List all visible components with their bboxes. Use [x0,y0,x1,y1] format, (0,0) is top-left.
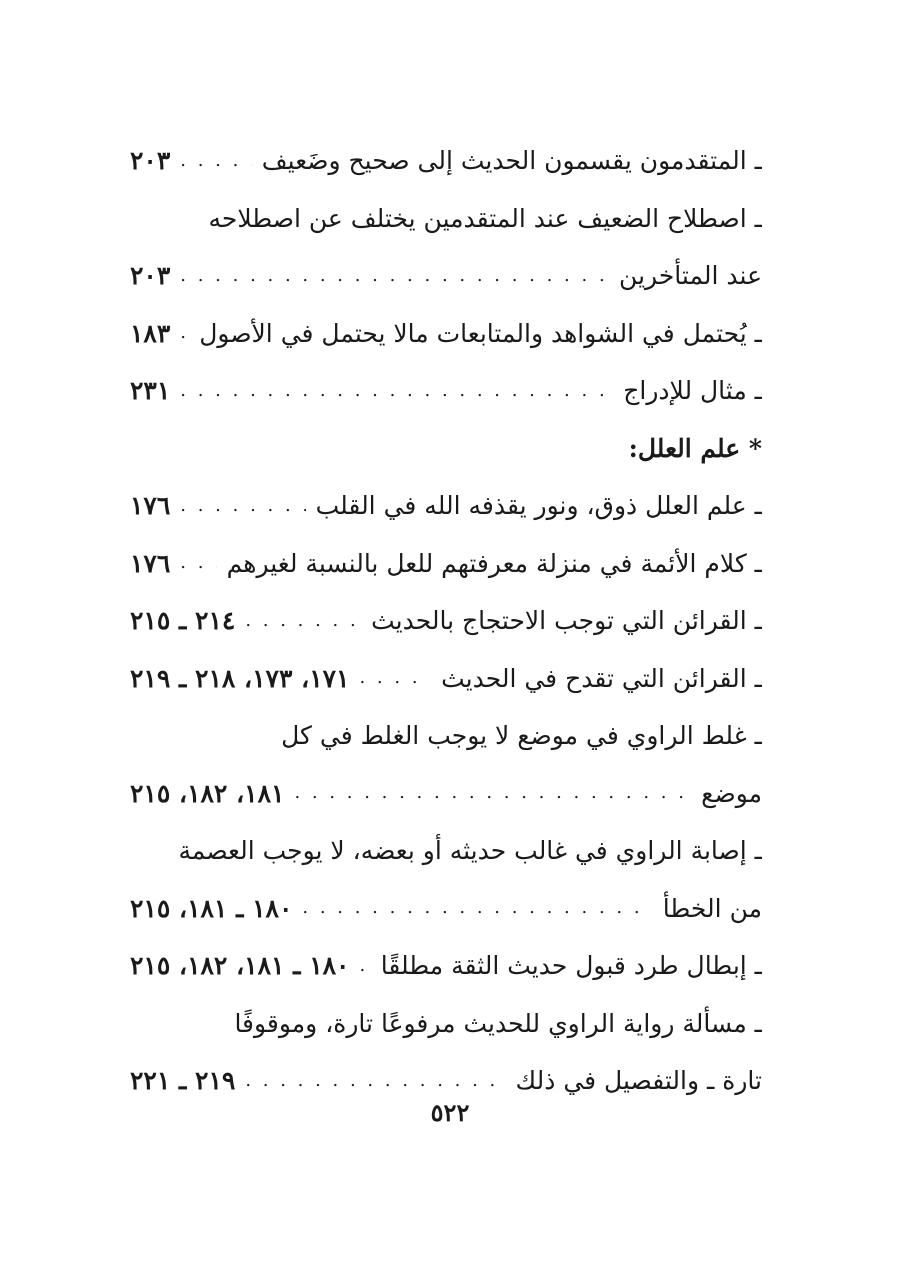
index-entry [130,132,762,190]
entry-text: ـ القرائن التي توجب الاحتجاج بالحديث [371,606,762,636]
dot-leader [359,957,370,975]
entry-text: عند المتأخرين [619,261,762,291]
page-number: ٥٢٢ [430,1098,470,1127]
index-entry [130,880,762,938]
index-entry [130,822,762,880]
entry-text: ـ علم العلل ذوق، ونور يقذفه الله في القلب [315,491,762,521]
index-entry [130,937,762,995]
entry-text: تارة ـ والتفصيل في ذلك [515,1066,762,1096]
dot-leader [180,324,189,342]
section-heading [130,420,762,478]
index-entry [130,707,762,765]
index-entry [130,247,762,305]
dot-leader [180,554,216,572]
entry-page-refs: ١٧٦ [130,491,171,521]
entry-text: ـ كلام الأئمة في منزلة معرفتهم للعل بالنسبة لغيرهم [226,548,762,578]
entry-text: ـ إصابة الراوي في غالب حديثه أو بعضه، لا يوجب العصمة [178,836,762,866]
entry-text: ـ اصطلاح الضعيف عند المتقدمين يختلف عن اصطلاحه [208,203,762,233]
index-entry [130,305,762,363]
index-entry [130,190,762,248]
dot-leader [245,612,361,630]
entry-text: ـ يُحتمل في الشواهد والمتابعات مالا يحتمل في الأصول [199,318,762,348]
entry-page-refs: ٢٣١ [130,376,171,406]
dot-leader [180,267,609,285]
dot-leader [302,899,652,917]
entry-page-refs: ٢١٤ ـ ٢١٥ [130,606,236,636]
index-entries-list [130,132,762,1110]
entry-page-refs: ١٨٣ [130,318,171,348]
entry-page-refs: ٢٠٣ [130,146,171,176]
index-entry [130,765,762,823]
dot-leader [294,784,691,802]
entry-page-refs: ١٨٠ ـ ١٨١، ١٨٢، ٢١٥ [130,951,350,981]
entry-text: موضع [701,778,762,808]
dot-leader [180,497,305,515]
entry-text: ـ القرائن التي تقدح في الحديث [441,663,762,693]
entry-text: من الخطأ [662,893,762,923]
entry-text: ـ المتقدمون يقسمون الحديث إلى صحيح وضَعيف [261,146,762,176]
dot-leader [180,382,613,400]
entry-text: * علم العلل: [628,433,762,463]
index-entry [130,592,762,650]
entry-page-refs: ١٨١، ١٨٢، ٢١٥ [130,778,285,808]
index-entry [130,362,762,420]
entry-page-refs: ١٧٦ [130,548,171,578]
entry-page-refs: ٢٠٣ [130,261,171,291]
index-entry [130,995,762,1053]
entry-page-refs: ١٧١، ١٧٣، ٢١٨ ـ ٢١٩ [130,663,350,693]
entry-text: ـ إبطال طرد قبول حديث الثقة مطلقًا [380,951,762,981]
dot-leader [245,1072,505,1090]
dot-leader [180,152,252,170]
entry-text: ـ مثال للإدراج [623,376,762,406]
entry-text: ـ مسألة رواية الراوي للحديث مرفوعًا تارة، وموقوفًا [234,1008,762,1038]
entry-page-refs: ٢١٩ ـ ٢٢١ [130,1066,236,1096]
index-entry [130,650,762,708]
index-entry [130,477,762,535]
entry-page-refs: ١٨٠ ـ ١٨١، ٢١٥ [130,893,293,923]
index-entry [130,535,762,593]
dot-leader [359,669,431,687]
entry-text: ـ غلط الراوي في موضع لا يوجب الغلط في كل [281,721,762,751]
